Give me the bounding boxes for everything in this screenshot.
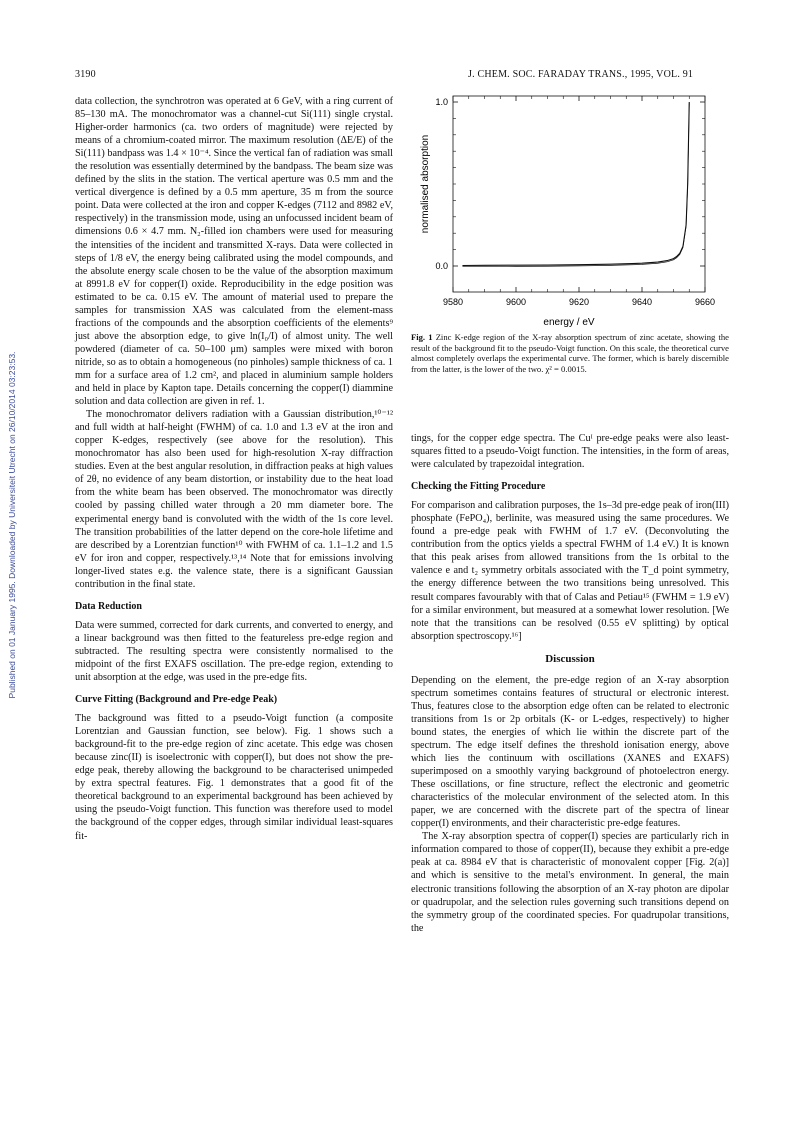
y-axis-label: normalised absorption: [420, 134, 431, 234]
download-notice: Published on 01 January 1995. Downloaded by Universiteit Utrecht on 26/10/2014 03:23:53.: [7, 351, 17, 699]
paragraph: Depending on the element, the pre-edge region of an X-ray absorption spectrum sometimes contains features of structural or electronic interest. Thus, features close to the absorption edge often can be related to electronic transitions from 1s or 2p orbitals (K- or L-edges, respectively) to higher bound states, the energies of which lie within the discrete part of the spectrum. The edge itself defines the threshold ionisation energy, above which lies the continuum with oscillations (XANES and EXAFS) superimposed on a smoothly varying background of photoelectron energy. These oscillations, or fine structure, reflect the electronic and geometric characteristics of the molecular environment of the selected atom. In this paper, we are concerned with the discrete part of the spectra of linear copper(I) environments, and their characteristic pre-edge features.: [411, 674, 729, 830]
paragraph: data collection, the synchrotron was operated at 6 GeV, with a ring current of 85–130 mA. The monochromator was a channel-cut Si(111) single crystal. Higher-order harmonics (ca. two orders of magnitude) were rejected by means of a chromium-coated mirror. The maximum resolution (ΔE/E) of the Si(111) bandpass was 1.4 × 10⁻⁴. Since the vertical fan of radiation was small the resolution was essentially determined by the bandpass. The beam size was defined by the slits in the station. The vertical aperture was 0.5 mm and the vertical divergence is defined by a 0.5 mm aperture, 35 m from the source point. Data were collected at the iron and copper K-edges (7112 and 8982 eV, respectively) in the transmission mode, using an unfocussed incident beam of dimensions 0.6 × 4.7 mm. N₂-filled ion chambers were used for measuring the intensities of the incident and transmitted X-rays. Data were collected in steps of 1/8 eV, the energy being calibrated using the model compounds, and the absolute energy scale chosen to be the value of the absorption maximum at 8991.8 eV for copper(I) oxide. Reproducibility in the edge position was estimated to be ca. 0.15 eV. The amount of material used to prepare the samples for transmission XAS was calculated from the element-mass fractions of the compounds and the absorption coefficients of the elements⁹ just above the absorption edge, to give ln(I₀/I) of almost unity. The well powdered (diameter of ca. 50–100 μm) samples were mixed with boron nitride, so as to obtain a homogeneous (no pinholes) sample thickness of ca. 1 mm for a surface area of 1.2 cm², and placed in aluminium sample holders and held in place by Kapton tape. Details concerning the copper(I) diammine solution and data collection are given in ref. 1.: [75, 96, 393, 408]
y-tick-label: 0.0: [435, 261, 448, 271]
section-heading: Checking the Fitting Procedure: [411, 481, 546, 493]
figure-caption: [411, 332, 729, 374]
paragraph: The X-ray absorption spectra of copper(I) species are particularly rich in information compared to those of copper(II), because they exhibit a pre-edge peak at ca. 8984 eV that is characteristic of monovalent copper [Fig. 2(a)] and which is sensitive to the metal's environment. In general, the main electronic transitions following the absorption of an X-ray photon are dipolar or quadrupolar, and the selection rules governing such transitions depend on the symmetry group of the coordinated species. For quadrupolar transitions, the: [411, 831, 729, 934]
figure-1-chart: [411, 88, 729, 328]
plot-frame: [453, 96, 705, 292]
x-tick-label: 9600: [505, 297, 527, 307]
paragraph: For comparison and calibration purposes, the 1s–3d pre-edge peak of iron(III) phosphate (FePO₄), berlinite, was measured using the same procedures. We found a pre-edge peak with FWHM of 1.7 eV. (Deconvoluting the contribution from the optics yields a spectral FWHM of 1.4 eV.) It is known that this peak arises from allowed transitions from the 1s orbital to the valence e and t₂ symmetry orbitals associated with the T_d point symmetry, the energy difference between the two transitions being unresolved. This result compares favourably with that of Calas and Petiau¹⁵ (FWHM = 1.9 eV) for a similar environment, but measured at a somewhat lower resolution. [We note that the transitions can be resolved (0.55 eV splitting) by optical absorption spectroscopy.¹⁶]: [411, 500, 729, 642]
paragraph: Data were summed, corrected for dark currents, and converted to energy, and a linear background was then fitted to the featureless pre-edge region and subtracted. The resulting spectra were consistently normalised to the midpoint of the first EXAFS oscillation. The pre-edge region, extending to unit absorption at the edge, was used in the pre-edge fits.: [75, 619, 393, 684]
caption-label: Fig. 1: [411, 332, 433, 342]
background-fit-line: [462, 103, 689, 267]
section-heading: Curve Fitting (Background and Pre-edge Peak): [75, 694, 278, 706]
x-tick-label: 9660: [694, 297, 716, 307]
x-tick-label: 9640: [631, 297, 653, 307]
caption-text: Zinc K-edge region of the X-ray absorption spectrum of zinc acetate, showing the result of the background fit to the pseudo-Voigt function. On this scale, the theoretical curve almost completely overlaps the experimental curve. The former, which is barely discernible from the latter, is the lower of the two. χ² = 0.0015.: [411, 332, 729, 374]
spectrum-line: [462, 102, 689, 266]
x-tick-label: 9580: [442, 297, 464, 307]
paragraph: tings, for the copper edge spectra. The Cuᴵ pre-edge peaks were also least-squares fitted to a pseudo-Voigt function. The intensities, in the form of areas, were calculated by trapezoidal integration.: [411, 433, 729, 471]
y-tick-label: 1.0: [435, 97, 448, 107]
section-heading: Data Reduction: [75, 600, 142, 612]
section-heading: Discussion: [545, 652, 595, 665]
x-tick-label: 9620: [568, 297, 590, 307]
x-axis-label: energy / eV: [543, 317, 595, 328]
right-column: [411, 432, 729, 935]
running-header: J. CHEM. SOC. FARADAY TRANS., 1995, VOL. 91: [468, 69, 694, 80]
paragraph: The background was fitted to a pseudo-Voigt function (a composite Lorentzian and Gaussian function, see below). Fig. 1 shows such a background-fit to the pre-edge region of zinc acetate. This edge was chosen because zinc(II) is isoelectronic with copper(I), but does not show the pre-edge peak, thereby allowing the background to be characterised unimpeded by extra spectral features. Fig. 1 demonstrates that a good fit of the theoretical background to an experimental background has been achieved by using the pseudo-Voigt function. This function was therefore used to model the background of the copper edges, through similar individual least-squares fit-: [75, 713, 393, 842]
page-number: 3190: [75, 69, 96, 80]
paragraph: The monochromator delivers radiation with a Gaussian distribution,¹⁰⁻¹² and full width at half-height (FWHM) of ca. 1.0 and 1.3 eV at the iron and copper K-edges, respectively (see above for the resolution). This monochromator has also been used for high-resolution X-ray diffraction studies. Even at the best angular resolution, in diffraction peaks at high values of 2θ, no evidence of any beam distortion, or instability due to the heat load from the white beam has been observed. The monochromator was directly cooled by passing chilled water through a 20 mm diameter bore. The experimental energy band is convoluted with the width of the 1s core level. The transition probabilities of the latter depend on the core-hole lifetime and are described by a Lorentzian function¹⁰ with FWHM of ca. 1.1–1.2 and 1.5 eV for iron and copper, respectively.¹³,¹⁴ Note that for emissions involving longer-lived states e.g. the valence state, there is a significant Gaussian contribution in the final state.: [75, 409, 393, 590]
left-column: [75, 95, 393, 843]
